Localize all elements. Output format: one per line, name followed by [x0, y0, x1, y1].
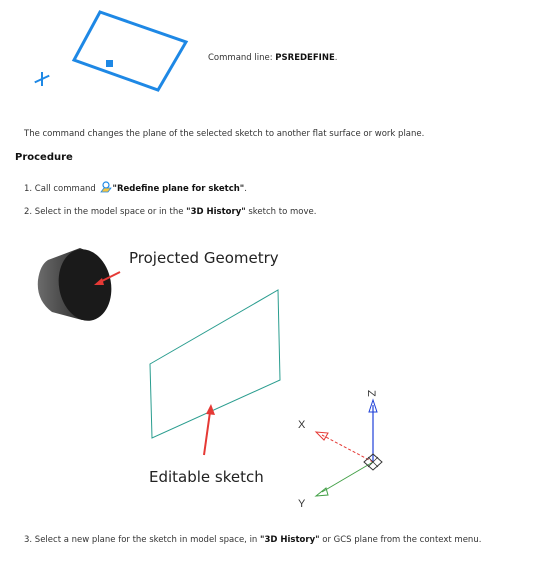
step-2-suffix: sketch to move.	[245, 207, 317, 217]
work-plane-icon	[28, 8, 193, 93]
step-1	[24, 181, 247, 195]
y-axis-label: Y	[298, 498, 306, 510]
sketch-plane	[150, 290, 280, 438]
step-1-suffix: .	[244, 184, 247, 194]
step-2	[24, 206, 316, 218]
editable-arrow	[204, 404, 215, 455]
coordinate-axes	[316, 400, 382, 496]
step-1-command: "Redefine plane for sketch"	[112, 184, 245, 194]
redefine-plane-icon[interactable]	[100, 181, 112, 193]
plane-center-marker	[106, 60, 113, 67]
x-axis	[322, 435, 373, 462]
procedure-heading: Procedure	[15, 152, 73, 163]
cursor-cross-icon	[35, 72, 50, 86]
plane-outline	[74, 12, 186, 90]
editable-sketch-label: Editable sketch	[149, 468, 264, 486]
step-3	[24, 534, 481, 546]
step-2-history: "3D History"	[186, 207, 246, 217]
description-text: The command changes the plane of the selected sketch to another flat surface or work plane.	[24, 129, 425, 139]
z-axis-label: Z	[365, 390, 377, 397]
y-axis	[322, 462, 373, 492]
command-line	[208, 52, 337, 64]
command-line-suffix: .	[334, 53, 338, 63]
command-name: PSREDEFINE	[275, 53, 335, 63]
step-2-text: 2. Select in the model space or in the	[24, 207, 187, 217]
step-3-suffix: or GCS plane from the context menu.	[319, 535, 482, 545]
step-3-history: "3D History"	[260, 535, 320, 545]
step-1-text: 1. Call command	[24, 184, 99, 194]
step-3-text: 3. Select a new plane for the sketch in model space, in	[24, 535, 261, 545]
x-axis-label: X	[298, 419, 306, 431]
projected-geometry-label: Projected Geometry	[129, 249, 279, 267]
command-line-label: Command line:	[208, 53, 276, 63]
cylinder-solid	[38, 245, 117, 325]
